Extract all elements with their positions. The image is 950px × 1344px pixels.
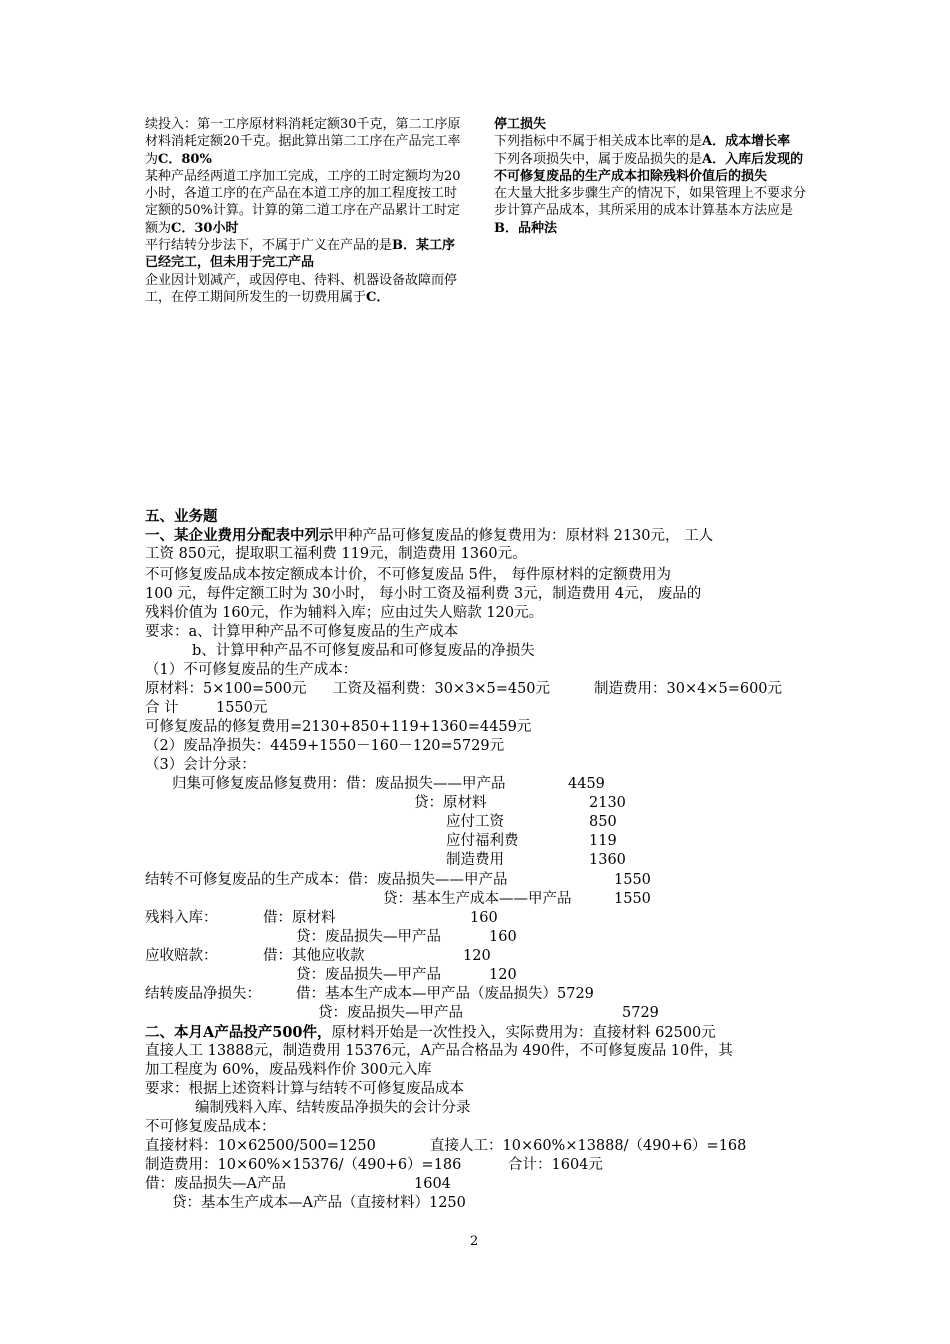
calc-material: 原材料：5×100=500元 — [145, 681, 307, 697]
total-label: 合 计 — [145, 700, 179, 716]
entry-4-credit: 贷：废品损失—甲产品 — [296, 967, 441, 983]
entry-3-debit: 借：原材料 — [263, 910, 336, 926]
calc-direct-material: 直接材料：10×62500/500=1250 — [145, 1138, 376, 1154]
problem-2-line-1: 二、本月A产品投产500件，原材料开始是一次性投入，实际费用为：直接材料 62500元 — [145, 1024, 716, 1041]
entry-1-account-2-amount: 850 — [589, 814, 617, 830]
entry-2-credit: 贷：基本生产成本——甲产品 — [383, 891, 572, 907]
question-item: 企业因计划减产，或因停电、待料、机器设备故障而停工，在停工期间所发生的一切费用属于C． — [145, 272, 458, 305]
problem-2-line-3: 加工程度为 60%，废品残料作价 300元入库 — [145, 1062, 432, 1078]
calc-direct-labor: 直接人工：10×60%×13888/（490+6）=168 — [430, 1138, 747, 1154]
calc-wages: 工资及福利费：30×3×5=450元 — [333, 681, 551, 697]
problem-1-line-2: 工资 850元，提取职工福利费 119元，制造费用 1360元。 — [145, 546, 527, 562]
page-number: 2 — [470, 1234, 479, 1249]
step-2: （2）废品净损失：4459+1550－160－120=5729元 — [145, 738, 505, 754]
question-item: 续投入：第一工序原材料消耗定额30千克，第二工序原材料消耗定额20千克。据此算出第二工序在产品完工率为C．80% — [145, 117, 461, 167]
journal-debit-amount: 1604 — [414, 1176, 451, 1192]
entry-5-credit-amount: 5729 — [622, 1005, 659, 1021]
entry-5-debit: 借：基本生产成本—甲产品（废品损失）5729 — [296, 986, 594, 1002]
journal-credit: 贷：基本生产成本—A产品（直接材料）1250 — [172, 1195, 466, 1211]
question-item: 平行结转分步法下，不属于广义在产品的是B．某工序已经完工，但未用于完工产品 — [145, 238, 456, 271]
entry-5-label: 结转废品净损失： — [145, 986, 261, 1002]
problem-1-line-3: 不可修复废品成本按定额成本计价，不可修复废品 5件， 每件原材料的定额费用为 — [145, 567, 671, 583]
section-title: 五、业务题 — [145, 508, 218, 525]
entry-2-credit-amount: 1550 — [614, 891, 651, 907]
question-item: 停工损失 — [494, 117, 547, 132]
requirement-b: b、计算甲种产品不可修复废品和可修复废品的净损失 — [192, 643, 535, 659]
requirement-a: 要求：a、计算甲种产品不可修复废品的生产成本 — [145, 624, 459, 640]
entry-3-label: 残料入库： — [145, 910, 218, 926]
entry-1-account-3-amount: 119 — [589, 833, 617, 849]
step-3: （3）会计分录： — [145, 757, 256, 773]
calc-overhead: 制造费用：30×4×5=600元 — [594, 681, 783, 697]
question-item: 下列指标中不属于相关成本比率的是A．成本增长率 — [494, 134, 791, 150]
problem-2-requirement-1: 要求：根据上述资料计算与结转不可修复废品成本 — [145, 1081, 464, 1097]
entry-1-account-4: 制造费用 — [446, 852, 504, 868]
repair-cost: 可修复废品的修复费用=2130+850+119+1360=4459元 — [145, 719, 532, 735]
entry-3-debit-amount: 160 — [470, 910, 498, 926]
problem-1-line-1: 一、某企业费用分配表中列示甲种产品可修复废品的修复费用为：原材料 2130元， 工人 — [145, 527, 714, 544]
entry-1-account-2: 应付工资 — [446, 814, 504, 830]
entry-1-debit: 归集可修复废品修复费用：借：废品损失——甲产品 — [172, 776, 506, 792]
entry-4-label: 应收赔款： — [145, 948, 218, 964]
problem-2-line-2: 直接人工 13888元，制造费用 15376元，A产品合格品为 490件，不可修复废品 10件，其 — [145, 1043, 733, 1059]
entry-1-debit-amount: 4459 — [568, 776, 605, 792]
calc-overhead-2: 制造费用：10×60%×15376/（490+6）=186 — [145, 1157, 462, 1173]
left-question-column — [145, 116, 461, 306]
problem-2-heading: 二、本月A产品投产500件， — [145, 1024, 332, 1041]
entry-4-credit-amount: 120 — [489, 967, 517, 983]
question-item: 某种产品经两道工序加工完成，工序的工时定额均为20小时，各道工序的在产品在本道工序的加工程度按工时定额的50%计算。计算的第二道工序在产品累计工时定额为C．30小时 — [145, 168, 461, 236]
problem-1-line-5: 残料价值为 160元，作为辅料入库；应由过失人赔款 120元。 — [145, 605, 544, 621]
entry-1-credit-amount: 2130 — [589, 795, 626, 811]
step-1: （1）不可修复废品的生产成本： — [145, 662, 358, 678]
entry-2-debit-amount: 1550 — [614, 872, 651, 888]
problem-1-heading: 一、某企业费用分配表中列示 — [145, 527, 334, 544]
problem-2-requirement-2: 编制残料入库、结转废品净损失的会计分录 — [195, 1100, 471, 1116]
journal-debit: 借：废品损失—A产品 — [145, 1176, 286, 1192]
entry-2-debit: 结转不可修复废品的生产成本：借：废品损失——甲产品 — [145, 872, 508, 888]
question-item: 下列各项损失中，属于废品损失的是A．入库后发现的不可修复废品的生产成本扣除残料价值后的损失 — [494, 151, 804, 184]
problem-1-line-4: 100 元，每件定额工时为 30小时， 每小时工资及福利费 3元，制造费用 4元， 废品的 — [145, 586, 702, 602]
entry-1-account-3: 应付福利费 — [446, 833, 519, 849]
question-item: 在大量大批多步骤生产的情况下，如果管理上不要求分步计算产品成本，其所采用的成本计算基本方法应是B．品种法 — [494, 186, 807, 236]
entry-4-debit-amount: 120 — [463, 948, 491, 964]
entry-4-debit: 借：其他应收款 — [263, 948, 365, 964]
right-question-column — [494, 116, 812, 237]
entry-5-credit: 贷：废品损失—甲产品 — [318, 1005, 463, 1021]
calc-total-2: 合计：1604元 — [508, 1157, 603, 1173]
total-value: 1550元 — [216, 700, 268, 716]
entry-3-credit: 贷：废品损失—甲产品 — [296, 929, 441, 945]
scrap-cost-title: 不可修复废品成本： — [145, 1119, 276, 1135]
entry-1-account-4-amount: 1360 — [589, 852, 626, 868]
entry-1-credit: 贷：原材料 — [414, 795, 487, 811]
entry-3-credit-amount: 160 — [489, 929, 517, 945]
